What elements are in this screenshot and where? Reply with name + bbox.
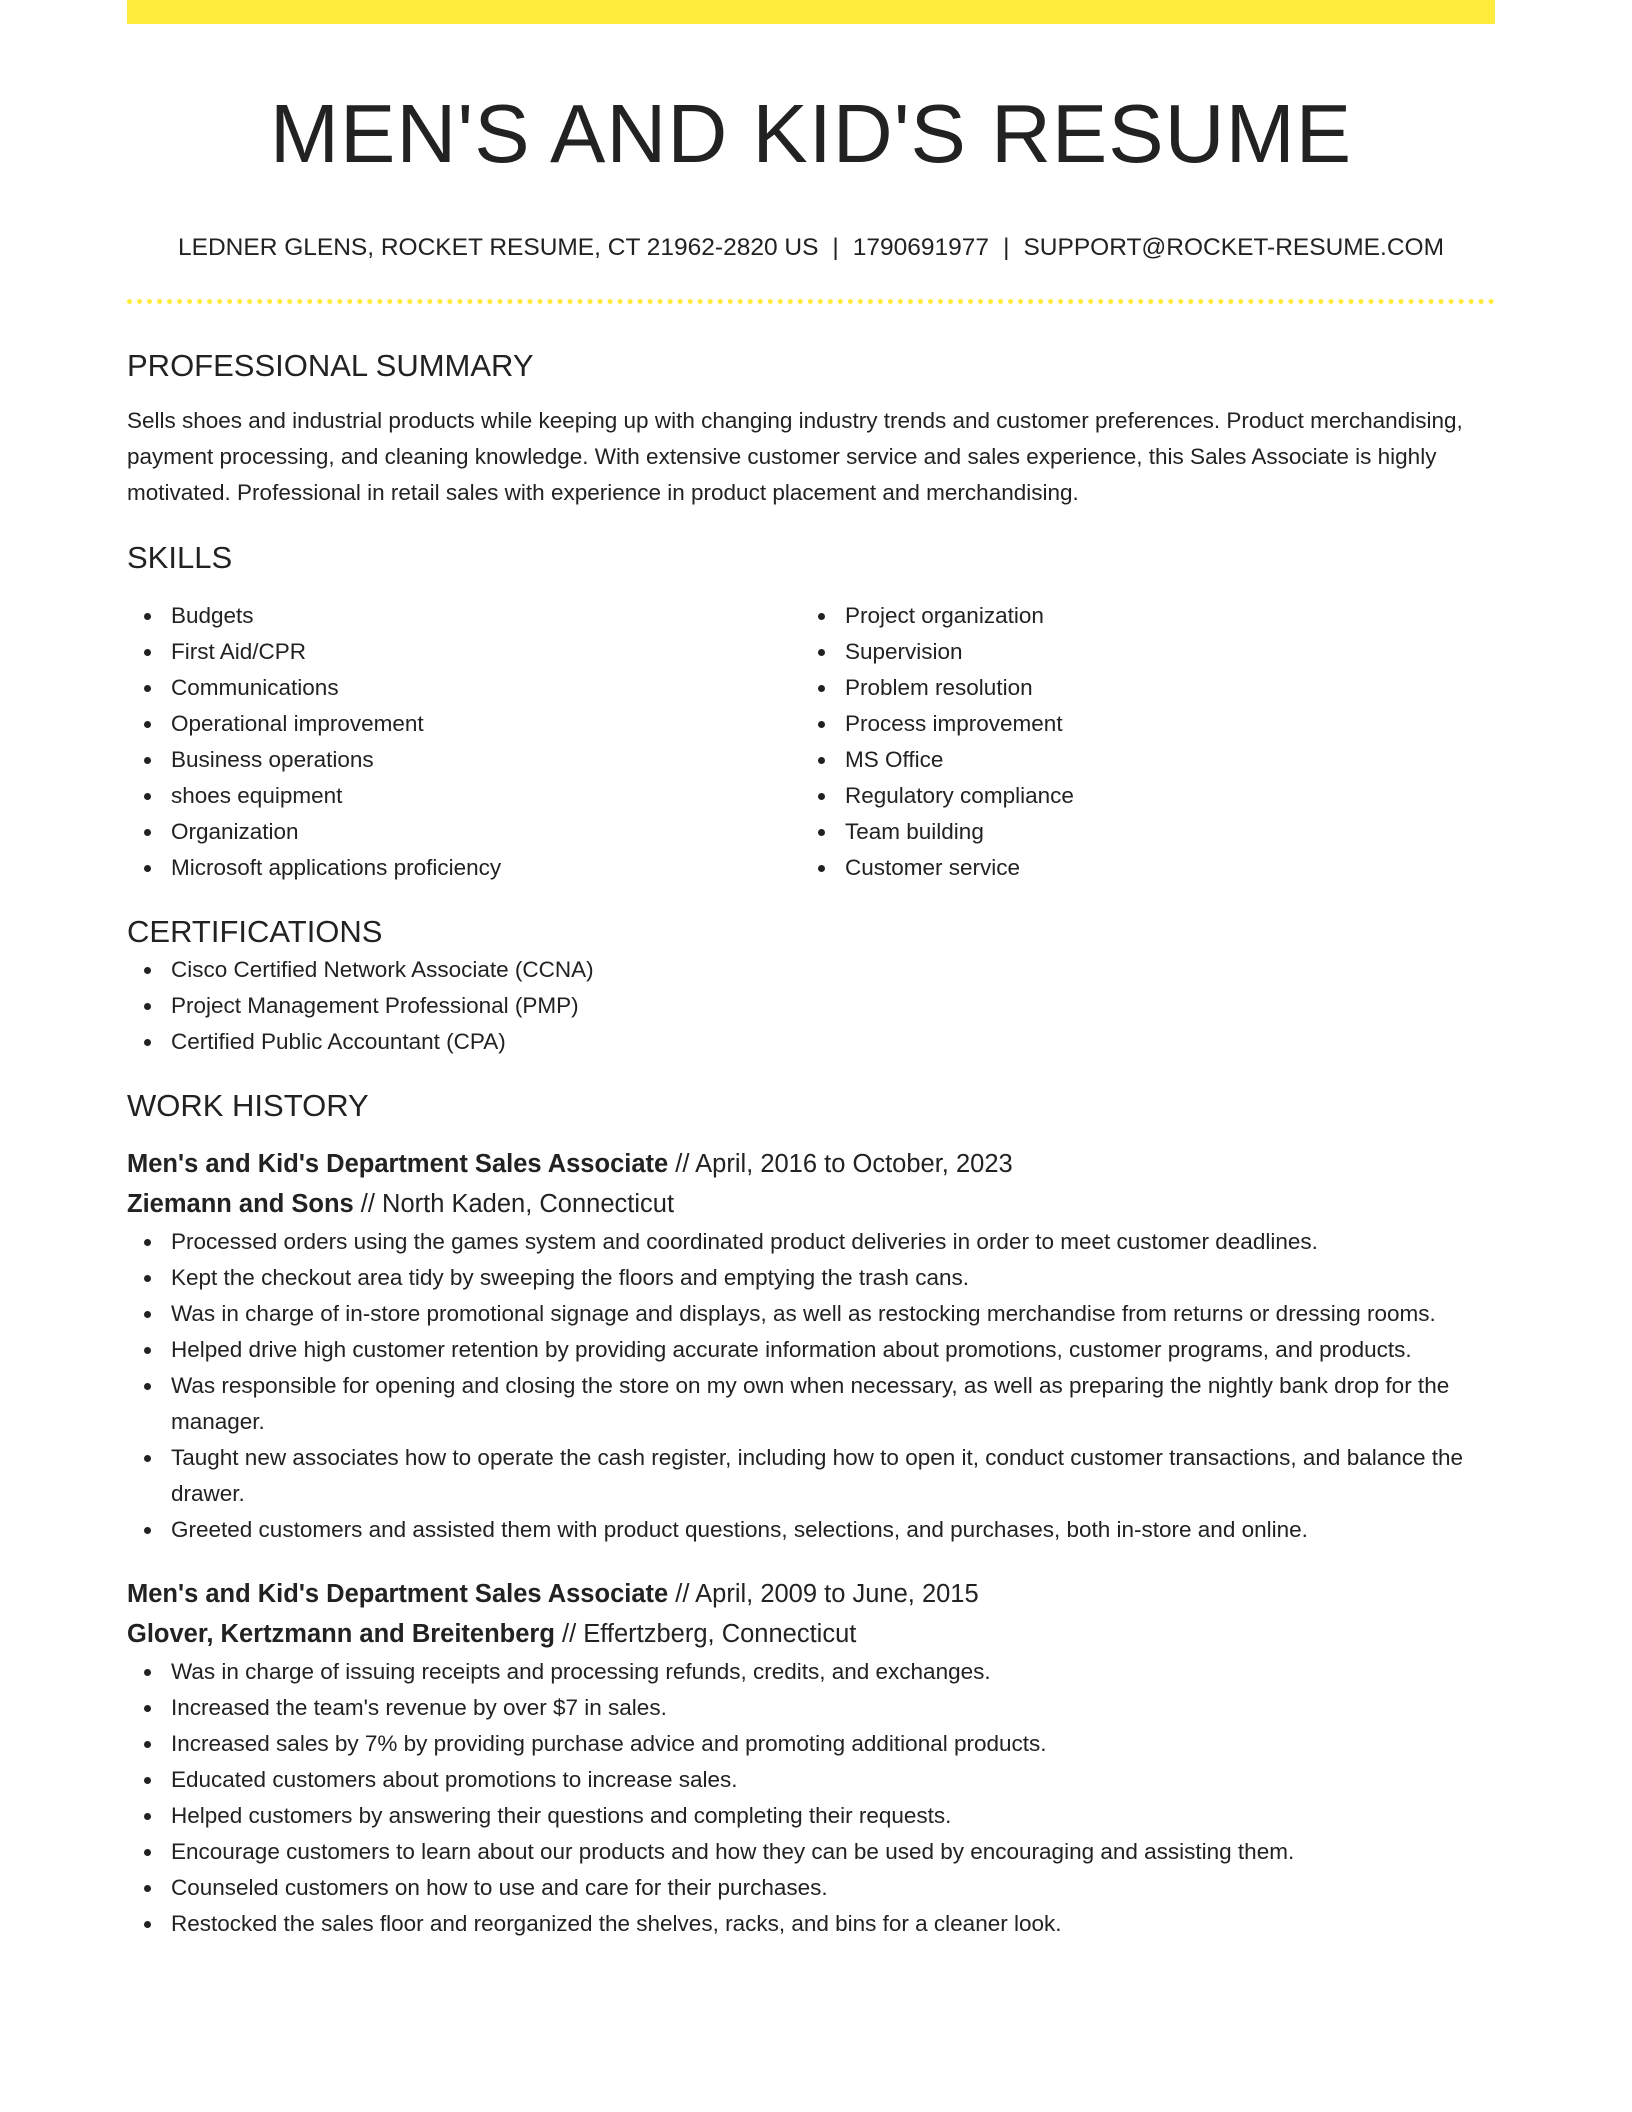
skill-item: Communications — [127, 670, 801, 706]
job-entry — [127, 1574, 1495, 1942]
job-position: Men's and Kid's Department Sales Associate — [127, 1150, 669, 1178]
certifications-heading: CERTIFICATIONS — [127, 914, 383, 949]
duty-item: Greeted customers and assisted them with product questions, selections, and purchases, both in-store and online. — [127, 1512, 1495, 1548]
skill-item: Business operations — [127, 742, 801, 778]
duty-item: Helped drive high customer retention by providing accurate information about promotions, customer programs, and products. — [127, 1332, 1495, 1368]
skill-item: Organization — [127, 814, 801, 850]
duty-item: Kept the checkout area tidy by sweeping the floors and emptying the trash cans. — [127, 1260, 1495, 1296]
contact-address: LEDNER GLENS, ROCKET RESUME, CT 21962-2820 US — [178, 234, 819, 261]
skills-list-right — [801, 598, 1475, 886]
skill-item: Team building — [801, 814, 1475, 850]
resume-content — [127, 0, 1495, 1942]
job-duties-list — [127, 1654, 1495, 1942]
skill-item: MS Office — [801, 742, 1475, 778]
certification-item: Project Management Professional (PMP) — [127, 988, 1495, 1024]
skill-item: Customer service — [801, 850, 1475, 886]
skill-item: shoes equipment — [127, 778, 801, 814]
contact-line — [127, 231, 1495, 265]
job-position-line — [127, 1574, 1495, 1614]
certification-item: Cisco Certified Network Associate (CCNA) — [127, 952, 1495, 988]
contact-phone: 1790691977 — [852, 234, 990, 261]
duty-item: Processed orders using the games system and coordinated product deliveries in order to meet customer deadlines. — [127, 1224, 1495, 1260]
job-location: // Effertzberg, Connecticut — [554, 1620, 857, 1648]
job-company-line — [127, 1184, 1495, 1224]
job-location: // North Kaden, Connecticut — [353, 1190, 675, 1218]
skill-item: Microsoft applications proficiency — [127, 850, 801, 886]
duty-item: Counseled customers on how to use and care for their purchases. — [127, 1870, 1495, 1906]
top-accent-bar — [127, 0, 1495, 24]
skill-item: Problem resolution — [801, 670, 1475, 706]
job-company: Ziemann and Sons — [127, 1190, 354, 1218]
duty-item: Helped customers by answering their questions and completing their requests. — [127, 1798, 1495, 1834]
resume-title: MEN'S AND KID'S RESUME — [269, 87, 1353, 180]
skills-list-left — [127, 598, 801, 886]
skill-item: Supervision — [801, 634, 1475, 670]
job-duties-list — [127, 1224, 1495, 1548]
job-position: Men's and Kid's Department Sales Associate — [127, 1580, 669, 1608]
skill-item: Project organization — [801, 598, 1475, 634]
duty-item: Taught new associates how to operate the cash register, including how to open it, conduct customer transactions, and balance the drawer. — [127, 1440, 1495, 1512]
skill-item: Process improvement — [801, 706, 1475, 742]
certification-item: Certified Public Accountant (CPA) — [127, 1024, 1495, 1060]
job-company-line — [127, 1614, 1495, 1654]
contact-separator: | — [1003, 234, 1010, 261]
skill-item: First Aid/CPR — [127, 634, 801, 670]
duty-item: Encourage customers to learn about our products and how they can be used by encouraging and assisting them. — [127, 1834, 1495, 1870]
job-entry — [127, 1144, 1495, 1548]
summary-heading: PROFESSIONAL SUMMARY — [127, 348, 534, 383]
contact-email: SUPPORT@ROCKET-RESUME.COM — [1023, 234, 1444, 261]
skill-item: Operational improvement — [127, 706, 801, 742]
duty-item: Was in charge of in-store promotional signage and displays, as well as restocking merchandise from returns or dressing rooms. — [127, 1296, 1495, 1332]
job-position-line — [127, 1144, 1495, 1184]
skills-heading: SKILLS — [127, 540, 233, 575]
work-history-heading: WORK HISTORY — [127, 1088, 369, 1123]
skills-columns — [127, 598, 1495, 886]
contact-separator: | — [832, 234, 839, 261]
duty-item: Increased sales by 7% by providing purchase advice and promoting additional products. — [127, 1726, 1495, 1762]
duty-item: Was in charge of issuing receipts and processing refunds, credits, and exchanges. — [127, 1654, 1495, 1690]
job-dates: // April, 2009 to June, 2015 — [668, 1580, 979, 1608]
job-company: Glover, Kertzmann and Breitenberg — [127, 1620, 555, 1648]
summary-text: Sells shoes and industrial products while keeping up with changing industry trends and customer preferences. Product merchandising, payment processing, and cleaning knowledge. With extensive customer service and sales experience, this Sales Associate is highly motivated. Professional in retail sales with experience in product placement and merchandising. — [127, 408, 1463, 505]
skill-item: Budgets — [127, 598, 801, 634]
dotted-divider — [127, 299, 1495, 304]
duty-item: Educated customers about promotions to increase sales. — [127, 1762, 1495, 1798]
duty-item: Increased the team's revenue by over $7 in sales. — [127, 1690, 1495, 1726]
certifications-list — [127, 952, 1495, 1060]
job-dates: // April, 2016 to October, 2023 — [668, 1150, 1013, 1178]
duty-item: Was responsible for opening and closing the store on my own when necessary, as well as preparing the nightly bank drop for the manager. — [127, 1368, 1495, 1440]
duty-item: Restocked the sales floor and reorganized the shelves, racks, and bins for a cleaner look. — [127, 1906, 1495, 1942]
skill-item: Regulatory compliance — [801, 778, 1475, 814]
